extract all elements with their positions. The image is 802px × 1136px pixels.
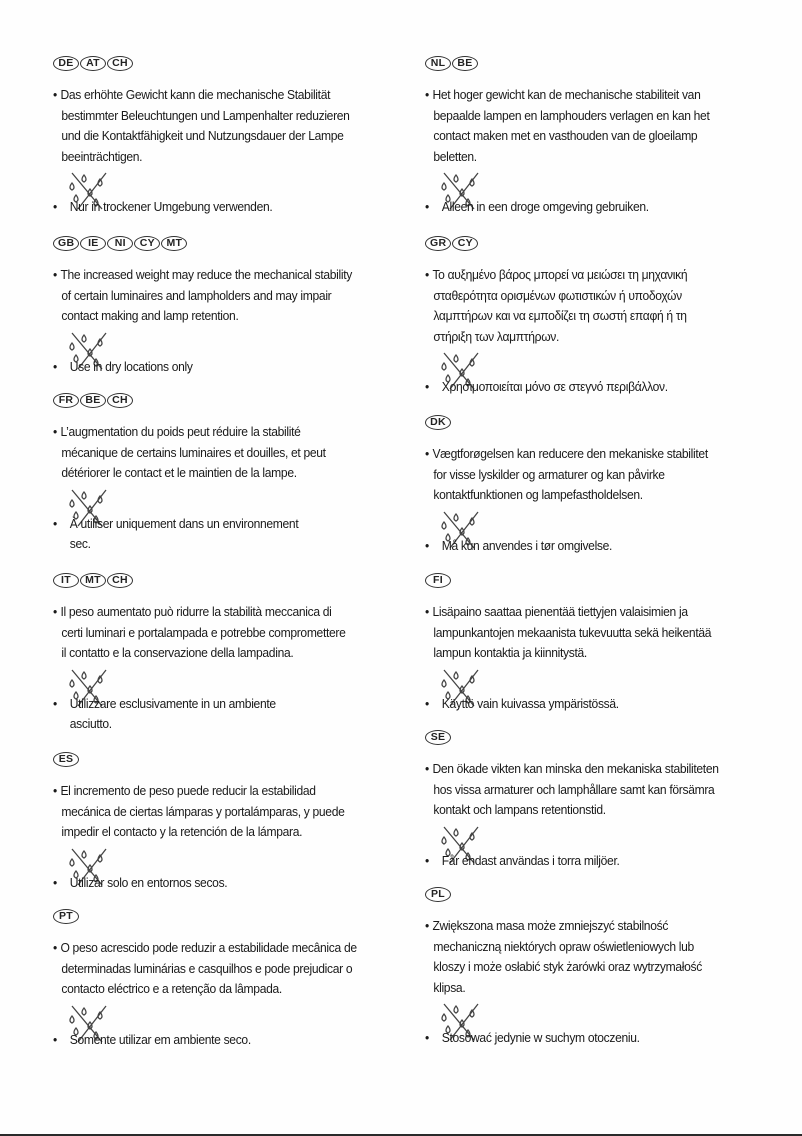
text-line: of certain luminaires and lampholders and may impair	[61, 287, 332, 303]
icon-row	[53, 171, 433, 197]
country-code-badge: CH	[107, 573, 133, 588]
icon-row	[425, 351, 802, 377]
text-line: mechaniczną niektórych opraw oświetleniowych lub	[433, 938, 694, 954]
dry-use-text: Utilizar solo en entornos secos.	[69, 874, 228, 890]
bullet: •	[425, 267, 429, 282]
text-line-content: Vægtforøgelsen kan reducere den mekaniske stabilitet	[432, 446, 708, 461]
text-line	[53, 781, 439, 802]
dry-use-instruction	[425, 197, 802, 218]
section-nl	[425, 53, 802, 218]
text-line	[53, 602, 439, 623]
text-line: und die Kontaktfähigkeit und Nutzungsdauer der Lampe	[61, 128, 344, 143]
country-code-badge: AT	[80, 56, 106, 71]
country-code-badge: ES	[53, 752, 79, 767]
warning-paragraph	[425, 916, 802, 998]
section-fr	[53, 390, 433, 555]
text-line	[53, 422, 439, 443]
country-code-badge: BE	[452, 56, 478, 71]
country-badges	[425, 412, 802, 432]
bullet: •	[425, 1030, 429, 1045]
text-line: kontakt och lampans retentionstid.	[433, 802, 606, 817]
text-line: kontaktfunktionen og lampefastholdelsen.	[433, 487, 643, 502]
country-code-badge: IE	[80, 236, 106, 251]
bullet: •	[53, 515, 57, 531]
icon-row	[425, 1002, 802, 1028]
country-badges	[53, 570, 433, 590]
country-badges	[53, 749, 433, 769]
warning-paragraph	[425, 265, 802, 347]
bullet: •	[425, 379, 429, 394]
dry-use-instruction	[425, 1028, 802, 1049]
dry-use-instruction	[53, 873, 436, 894]
text-line-content: Lisäpaino saattaa pienentää tiettyjen valaisimien ja	[432, 604, 688, 619]
text-line-content: L’augmentation du poids peut réduire la stabilité	[60, 424, 301, 439]
text-line: beletten.	[433, 148, 477, 164]
text-line	[53, 85, 439, 106]
bullet: •	[53, 267, 57, 282]
country-badges	[425, 727, 802, 747]
dry-use-instruction	[53, 197, 436, 218]
text-line	[425, 602, 802, 623]
text-line: contacto eléctrico e a retenção da lâmpada.	[61, 981, 282, 996]
section-pl	[425, 884, 802, 1049]
bullet: •	[53, 783, 57, 798]
text-line: λαμπτήρων και να εμποδίζει τη σωστή επαφή ή τη	[433, 308, 687, 323]
dry-use-text: asciutto.	[69, 716, 112, 731]
warning-paragraph	[425, 602, 802, 664]
section-se	[425, 727, 802, 871]
country-code-badge: IT	[53, 573, 79, 588]
section-de	[53, 53, 433, 218]
dry-use-text: Χρησιμοποιείται μόνο σε στεγνό περιβάλλον.	[441, 379, 668, 394]
country-code-badge: DE	[53, 56, 79, 71]
bullet: •	[425, 761, 429, 776]
icon-row	[53, 488, 433, 514]
section-fi	[425, 570, 802, 714]
text-line: hos vissa armaturer och lamphållare samt kan försämra	[433, 781, 715, 797]
text-line: στήριξη των λαμπτήρων.	[433, 328, 560, 344]
dry-use-text: Use in dry locations only	[69, 358, 193, 374]
country-code-badge: BE	[80, 393, 106, 408]
text-line-content: El incremento de peso puede reducir la estabilidad	[60, 783, 316, 798]
dry-use-instruction	[53, 357, 436, 378]
bullet: •	[425, 852, 429, 868]
dry-use-text: Må kun anvendes i tør omgivelse.	[441, 537, 613, 553]
text-line: mecánica de ciertas lámparas y portalámparas, y puede	[61, 803, 345, 819]
country-code-badge: GB	[53, 236, 79, 251]
country-code-badge: MT	[80, 573, 106, 588]
country-badges	[425, 570, 802, 590]
section-gr	[425, 233, 802, 398]
country-code-badge: FI	[425, 573, 451, 588]
warning-paragraph	[53, 422, 439, 484]
text-line: for visse lyskilder og armaturer og kan påvirke	[433, 466, 665, 482]
text-line	[53, 265, 439, 286]
section-es	[53, 749, 433, 893]
bullet: •	[53, 940, 57, 955]
country-badges	[425, 233, 802, 253]
text-line: klipsa.	[433, 979, 466, 995]
dry-use-instruction	[425, 851, 802, 872]
text-line: bestimmter Beleuchtungen und Lampenhalter reduzieren	[61, 107, 350, 123]
bullet: •	[425, 537, 429, 553]
country-code-badge: GR	[425, 236, 451, 251]
text-line: contact making and lamp retention.	[61, 308, 239, 323]
text-line-content: Il peso aumentato può ridurre la stabilità meccanica di	[60, 604, 332, 619]
bullet: •	[53, 1031, 57, 1047]
text-line-content: O peso acrescido pode reduzir a estabilidade mecânica de	[60, 940, 357, 955]
warning-paragraph	[53, 602, 439, 664]
text-line: σταθερότητα ορισμένων φωτιστικών ή υποδοχών	[433, 287, 682, 303]
country-code-badge: CY	[134, 236, 160, 251]
dry-use-instruction	[53, 694, 436, 735]
text-line: kloszy i może osłabić styk żarówki oraz wytrzymałość	[433, 959, 702, 974]
country-code-badge: FR	[53, 393, 79, 408]
text-line: beeinträchtigen.	[61, 148, 143, 164]
icon-row	[425, 171, 802, 197]
dry-use-text: Nur in trockener Umgebung verwenden.	[69, 199, 273, 214]
bullet: •	[53, 87, 57, 102]
text-line-content: Das erhöhte Gewicht kann die mechanische Stabilität	[60, 87, 331, 102]
country-badges	[425, 53, 802, 73]
icon-row	[425, 825, 802, 851]
country-badges	[53, 906, 433, 926]
country-badges	[425, 884, 802, 904]
section-dk	[425, 412, 802, 556]
dry-use-text: Käyttö vain kuivassa ympäristössä.	[441, 695, 619, 711]
warning-paragraph	[53, 85, 439, 167]
dry-use-instruction	[53, 514, 436, 555]
bullet: •	[425, 695, 429, 711]
country-code-badge: PT	[53, 909, 79, 924]
icon-row	[53, 847, 433, 873]
text-line	[53, 938, 439, 959]
text-line: détériorer le contact et le maintien de la lampe.	[61, 465, 297, 480]
country-badges	[53, 53, 433, 73]
dry-use-instruction	[425, 694, 802, 715]
warning-paragraph	[53, 781, 439, 843]
icon-row	[425, 510, 802, 536]
country-code-badge: CY	[452, 236, 478, 251]
bullet: •	[53, 358, 57, 374]
icon-row	[53, 1004, 433, 1030]
country-code-badge: DK	[425, 415, 451, 430]
text-line-content: The increased weight may reduce the mechanical stability	[60, 267, 353, 282]
dry-use-instruction	[425, 377, 802, 398]
dry-use-instruction	[425, 536, 802, 557]
bullet: •	[53, 874, 57, 890]
dry-use-instruction	[53, 1030, 436, 1051]
warning-paragraph	[53, 265, 439, 327]
text-line: determinadas luminárias e casquilhos e pode prejudicar o	[61, 960, 353, 976]
warning-paragraph	[425, 759, 802, 821]
bullet: •	[53, 604, 57, 619]
dry-use-text: Alleen in een droge omgeving gebruiken.	[441, 199, 649, 214]
country-code-badge: NI	[107, 236, 133, 251]
bullet: •	[53, 199, 57, 214]
dry-use-text: Somente utilizar em ambiente seco.	[69, 1031, 251, 1047]
dry-use-text: Utilizzare esclusivamente in un ambiente	[69, 695, 276, 711]
text-line-content: Το αυξημένο βάρος μπορεί να μειώσει τη μηχανική	[432, 267, 688, 282]
country-code-badge: PL	[425, 887, 451, 902]
country-code-badge: MT	[161, 236, 187, 251]
text-line: contact maken met en vasthouden van de gloeilamp	[433, 128, 698, 143]
icon-row	[53, 331, 433, 357]
bullet: •	[53, 424, 57, 439]
text-line-content: Het hoger gewicht kan de mechanische stabiliteit van	[432, 87, 701, 102]
dry-use-text: Får endast användas i torra miljöer.	[441, 852, 620, 868]
icon-row	[53, 668, 433, 694]
text-line-content: Zwiększona masa może zmniejszyć stabilność	[432, 918, 669, 933]
text-line	[425, 759, 802, 780]
text-line	[425, 265, 802, 286]
country-badges	[53, 233, 433, 253]
warning-paragraph	[53, 938, 439, 1000]
text-line: certi luminari e portalampada e potrebbe compromettere	[61, 624, 346, 640]
section-it	[53, 570, 433, 735]
text-line: impedir el contacto y la retención de la lámpara.	[61, 824, 303, 839]
text-line: bepaalde lampen en lamphouders verlagen en kan het	[433, 107, 710, 123]
icon-row	[425, 668, 802, 694]
bullet: •	[425, 199, 429, 214]
text-line	[425, 916, 802, 937]
country-code-badge: SE	[425, 730, 451, 745]
bullet: •	[425, 446, 429, 461]
country-code-badge: NL	[425, 56, 451, 71]
country-code-badge: CH	[107, 56, 133, 71]
section-pt	[53, 906, 433, 1050]
dry-use-text: Stosować jedynie w suchym otoczeniu.	[441, 1030, 640, 1045]
text-line: lampun kontaktia ja kiinnitystä.	[433, 645, 587, 660]
country-code-badge: CH	[107, 393, 133, 408]
dry-use-text: sec.	[69, 536, 91, 551]
text-line: mécanique de certains luminaires et douilles, et peut	[61, 444, 326, 460]
dry-use-text: À utiliser uniquement dans un environnement	[69, 515, 299, 531]
section-gb	[53, 233, 433, 377]
text-line	[425, 85, 802, 106]
text-line	[425, 444, 802, 465]
bullet: •	[425, 604, 429, 619]
bullet: •	[425, 87, 429, 102]
text-line: lampunkantojen mekaanista tukevuutta sekä heikentää	[433, 624, 712, 640]
warning-paragraph	[425, 444, 802, 506]
bullet: •	[425, 918, 429, 933]
country-badges	[53, 390, 433, 410]
text-line-content: Den ökade vikten kan minska den mekaniska stabiliteten	[432, 761, 719, 776]
warning-paragraph	[425, 85, 802, 167]
bullet: •	[53, 695, 57, 711]
text-line: il contatto e la conservazione della lampadina.	[61, 645, 294, 660]
